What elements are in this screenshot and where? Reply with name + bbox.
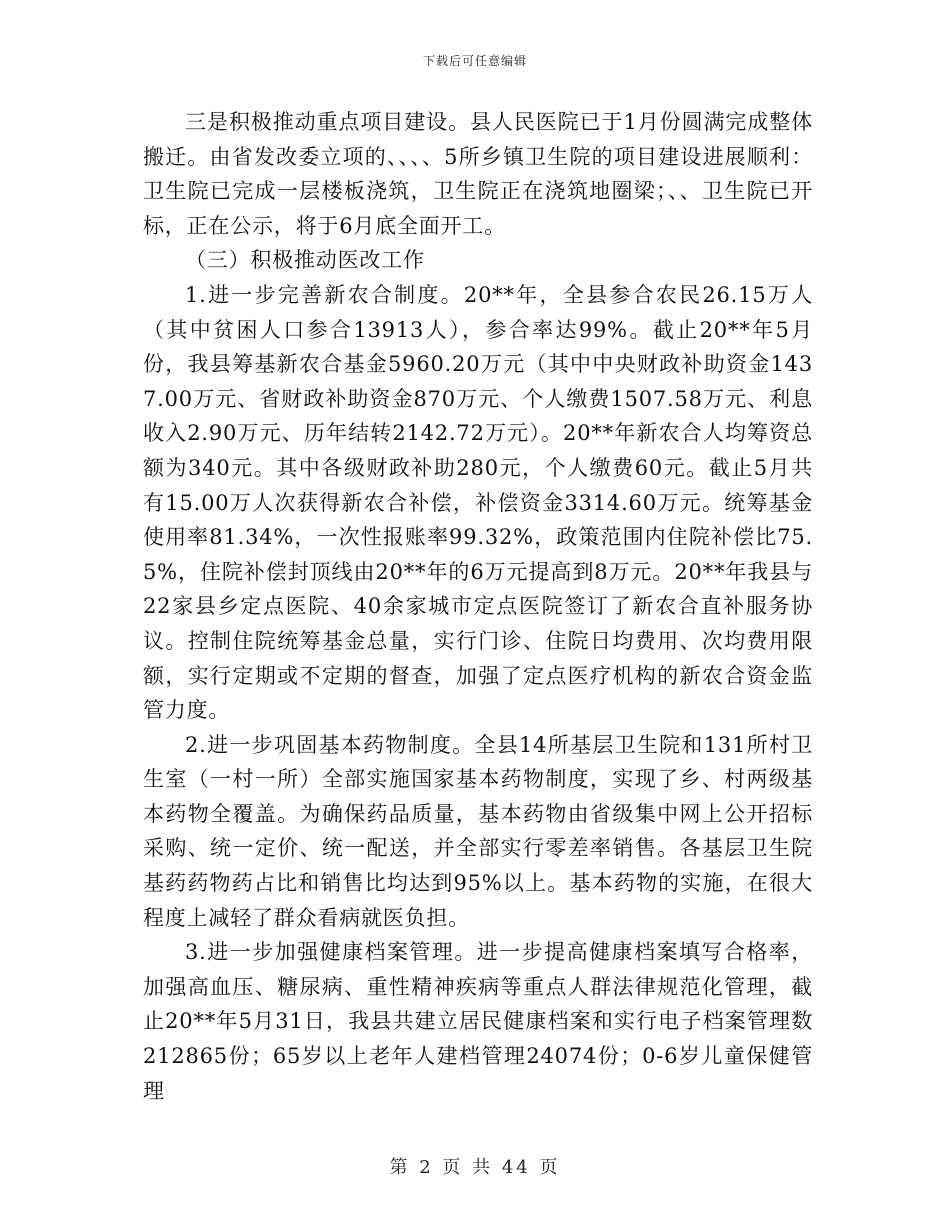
document-body — [143, 105, 813, 1108]
section-heading-medical-reform: （三）积极推动医改工作 — [185, 248, 425, 273]
page-number: 第 2 页 共 44 页 — [389, 1157, 561, 1178]
paragraph-essential-drugs: 2.进一步巩固基本药物制度。全县14所基层卫生院和131所村卫生室（一村一所）全部实施国家基本药物制度，实现了乡、村两级基本药物全覆盖。为确保药品质量，基本药物由省级集中网上公开招标采购、统一定价、统一配送，并全部实行零差率销售。各基层卫生院基药药物药占比和销售比均达到95%以上。基本药物的实施，在很大程度上减轻了群众看病就医负担。 — [143, 732, 813, 930]
paragraph-rural-cooperative-medical: 1.进一步完善新农合制度。20**年，全县参合农民26.15万人（其中贫困人口参合13913人），参合率达99%。截止20**年5月份，我县筹基新农合基金5960.20万元（其中中央财政补助资金1437.00万元、省财政补助资金870万元、个人缴费1507.58万元、利息收入2.90万元、历年结转2142.72万元）。20**年新农合人均筹资总额为340元。其中各级财政补助280元，个人缴费60元。截止5月共有15.00万人次获得新农合补偿，补偿资金3314.60万元。统筹基金使用率81.34%，一次性报账率99.32%，政策范围内住院补偿比75.5%，住院补偿封顶线由20**年的6万元提高到8万元。20**年我县与22家县乡定点医院、40余家城市定点医院签订了新农合直补服务协议。控制住院统筹基金总量，实行门诊、住院日均费用、次均费用限额，实行定期或不定期的督查，加强了定点医疗机构的新农合资金监管力度。 — [143, 282, 813, 723]
paragraph-health-records: 3.进一步加强健康档案管理。进一步提高健康档案填写合格率，加强高血压、糖尿病、重性精神疾病等重点人群法律规范化管理，截止20**年5月31日，我县共建立居民健康档案和实行电子档案管理数212865份；65岁以上老年人建档管理24074份；0-6岁儿童保健管理 — [143, 940, 813, 1103]
page-header: 下载后可任意编辑 — [422, 54, 527, 68]
paragraph-key-projects: 三是积极推动重点项目建设。县人民医院已于1月份圆满完成整体搬迁。由省发改委立项的、、、、5所乡镇卫生院的项目建设进展顺利：卫生院已完成一层楼板浇筑，卫生院正在浇筑地圈梁；、、卫生院已开标，正在公示，将于6月底全面开工。 — [143, 110, 813, 238]
